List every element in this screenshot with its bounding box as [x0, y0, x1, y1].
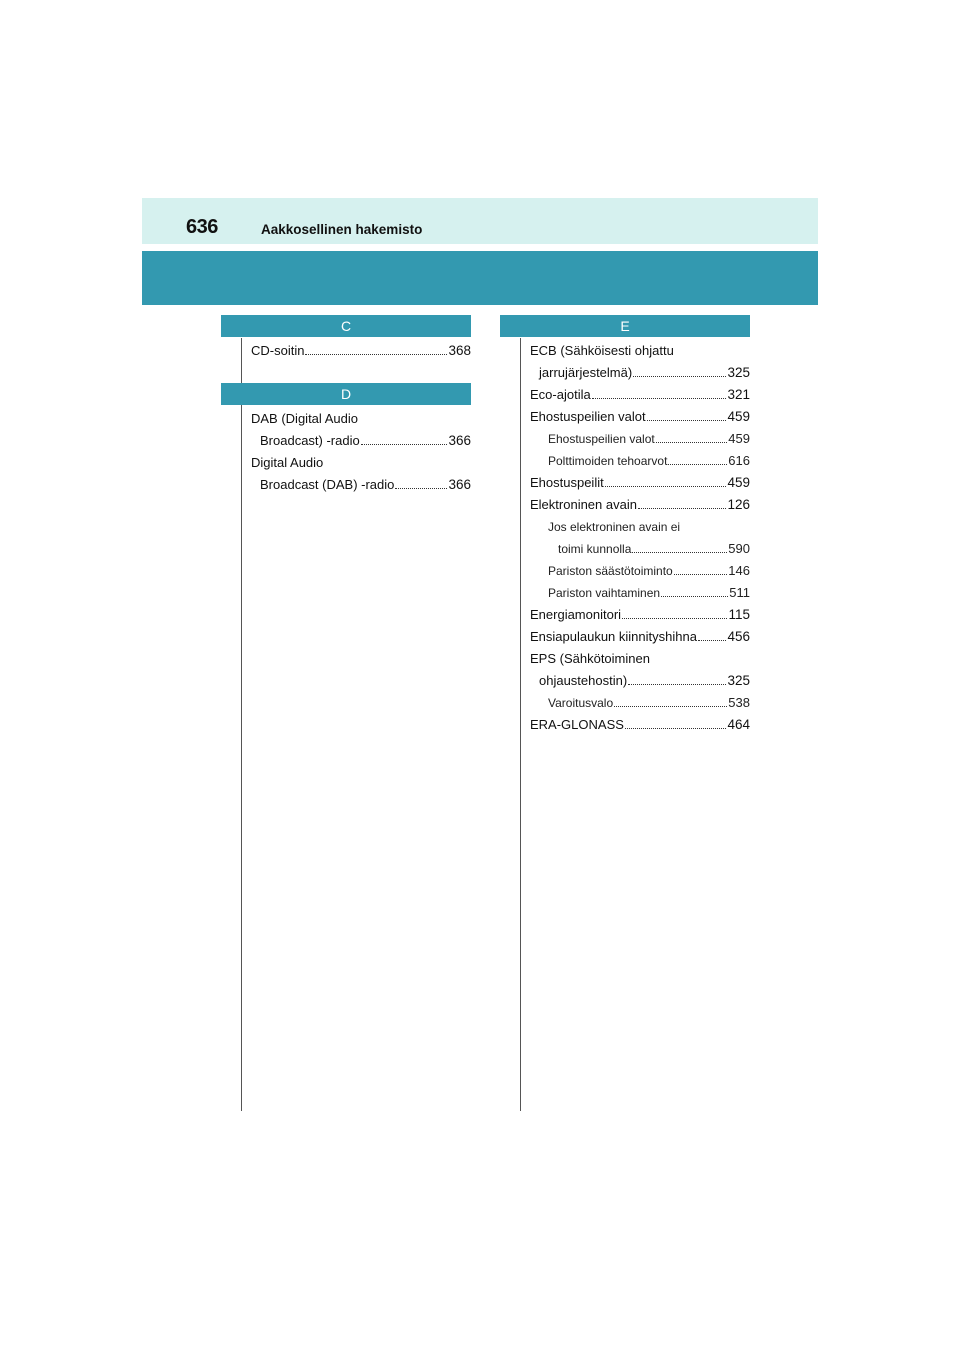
leader-dots [668, 464, 727, 465]
index-entry-page[interactable]: 325 [727, 365, 750, 380]
index-entry-page[interactable]: 325 [727, 673, 750, 688]
index-entry-page[interactable]: 464 [727, 717, 750, 732]
index-entry-text: Eco-ajotila [530, 387, 591, 402]
index-entry-text: Ehostuspeilien valot [548, 432, 655, 446]
leader-dots [698, 640, 727, 641]
index-entry-text: Energiamonitori [530, 607, 622, 622]
leader-dots [633, 376, 726, 377]
index-entry-text: ECB (Sähköisesti ohjattu [530, 343, 674, 358]
index-entry[interactable] [530, 601, 750, 623]
leader-dots [361, 444, 448, 445]
index-entry[interactable] [530, 425, 750, 447]
left-index-column [251, 315, 471, 493]
index-entry[interactable] [251, 405, 471, 427]
leader-dots [628, 684, 726, 685]
index-entry[interactable] [251, 427, 471, 449]
index-entry[interactable] [530, 491, 750, 513]
letter-header-e: E [500, 315, 750, 337]
index-entry-text: Elektroninen avain [530, 497, 637, 512]
index-entry[interactable] [530, 513, 750, 535]
index-entry[interactable] [530, 381, 750, 403]
leader-dots [656, 442, 728, 443]
section-title: Aakkosellinen hakemisto [261, 222, 423, 237]
index-entry-page[interactable]: 126 [727, 497, 750, 512]
index-entry-page[interactable]: 115 [728, 607, 750, 622]
leader-dots [632, 552, 727, 553]
index-entry-text: Broadcast (DAB) -radio [260, 477, 395, 492]
right-index-column [530, 315, 750, 733]
index-entry-text: Polttimoiden tehoarvot [548, 454, 668, 468]
index-entry[interactable] [530, 667, 750, 689]
index-entry-text: Ehostuspeilit [530, 475, 604, 490]
index-entry-page[interactable]: 146 [728, 563, 750, 578]
index-entry[interactable] [251, 449, 471, 471]
index-entry-text: EPS (Sähkötoiminen [530, 651, 650, 666]
leader-dots [661, 596, 728, 597]
index-entry-page[interactable]: 366 [448, 433, 471, 448]
leader-dots [592, 398, 727, 399]
index-entry[interactable] [251, 337, 471, 359]
index-entry[interactable] [530, 711, 750, 733]
index-entry-page[interactable]: 538 [728, 695, 750, 710]
index-entry-text: ERA-GLONASS [530, 717, 624, 732]
index-entry[interactable] [530, 689, 750, 711]
leader-dots [647, 420, 727, 421]
index-entry-text: CD-soitin [251, 343, 305, 358]
index-entry-text: Pariston säästötoiminto [548, 564, 673, 578]
leader-dots [395, 488, 447, 489]
index-entry[interactable] [530, 337, 750, 359]
index-entry-page[interactable]: 590 [728, 541, 750, 556]
index-entry-text: jarrujärjestelmä) [539, 365, 633, 380]
index-entry[interactable] [530, 469, 750, 491]
leader-dots [305, 354, 447, 355]
leader-dots [622, 618, 727, 619]
index-entry-text: Varoitusvalo [548, 696, 614, 710]
letter-header-c: C [221, 315, 471, 337]
index-entry-text: toimi kunnolla [558, 542, 632, 556]
index-entry[interactable] [251, 471, 471, 493]
index-entry-text: Digital Audio [251, 455, 324, 470]
index-entry[interactable] [530, 535, 750, 557]
leader-dots [638, 508, 727, 509]
index-entry[interactable] [530, 403, 750, 425]
index-entry-page[interactable]: 511 [729, 585, 750, 600]
index-entry-page[interactable]: 321 [727, 387, 750, 402]
index-entry-page[interactable]: 459 [727, 409, 750, 424]
header-band [142, 198, 818, 244]
index-entry-text: ohjaustehostin) [539, 673, 628, 688]
left-column-rule [241, 338, 242, 1111]
index-entry-page[interactable]: 368 [448, 343, 471, 358]
page-number: 636 [186, 216, 218, 238]
index-entry-page[interactable]: 366 [448, 477, 471, 492]
index-entry-text: DAB (Digital Audio [251, 411, 358, 426]
index-entry[interactable] [530, 623, 750, 645]
leader-dots [614, 706, 727, 707]
section-gap [251, 359, 471, 383]
index-entry[interactable] [530, 557, 750, 579]
leader-dots [605, 486, 727, 487]
index-entry-page[interactable]: 459 [727, 475, 750, 490]
index-entry-text: Ehostuspeilien valot [530, 409, 646, 424]
index-entry[interactable] [530, 579, 750, 601]
leader-dots [674, 574, 728, 575]
leader-dots [625, 728, 727, 729]
index-entry[interactable] [530, 359, 750, 381]
index-entry-text: Pariston vaihtaminen [548, 586, 661, 600]
index-entry-page[interactable]: 456 [727, 629, 750, 644]
right-column-rule [520, 338, 521, 1111]
letter-header-d: D [221, 383, 471, 405]
index-entry[interactable] [530, 645, 750, 667]
index-entry-text: Broadcast) -radio [260, 433, 360, 448]
index-entry-page[interactable]: 459 [728, 431, 750, 446]
index-entry-text: Ensiapulaukun kiinnityshihna [530, 629, 697, 644]
index-entry[interactable] [530, 447, 750, 469]
index-entry-page[interactable]: 616 [728, 453, 750, 468]
teal-band [142, 251, 818, 305]
index-entry-text: Jos elektroninen avain ei [548, 520, 681, 534]
